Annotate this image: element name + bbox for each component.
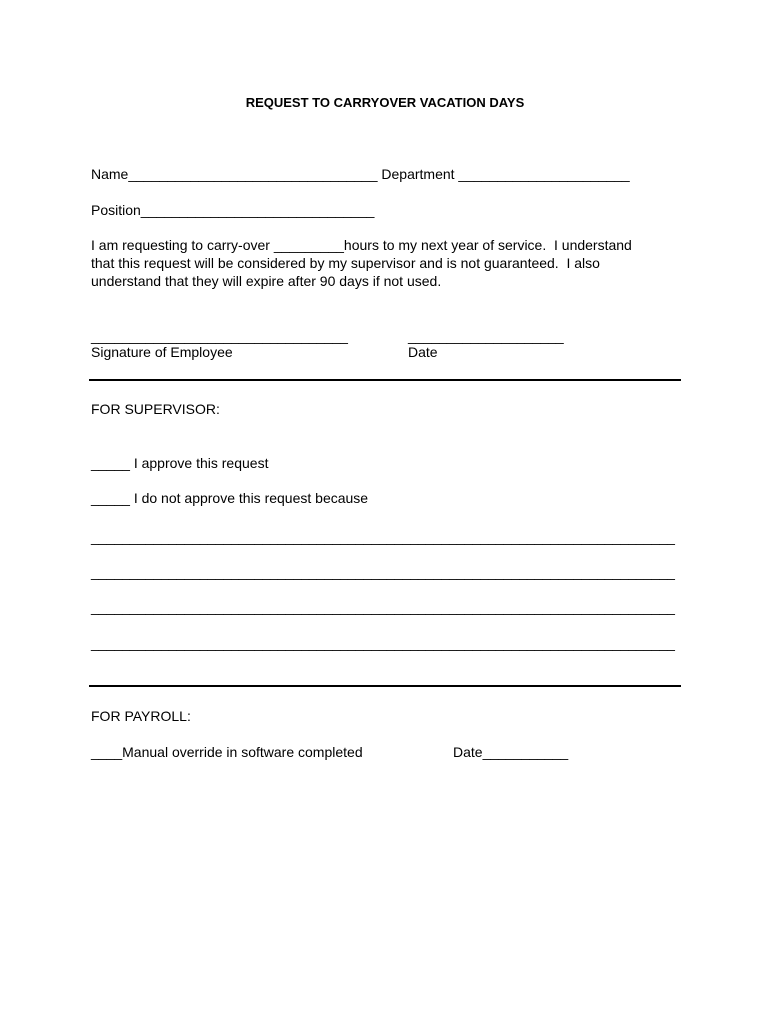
reason-line[interactable]: ___________________________________________________________________________ (91, 635, 675, 651)
signature-label: Signature of Employee (91, 344, 233, 360)
section-divider (89, 379, 681, 381)
reason-line[interactable]: ___________________________________________________________________________ (91, 529, 675, 545)
signature-date-blank[interactable]: ____________________ (408, 328, 564, 344)
form-title: REQUEST TO CARRYOVER VACATION DAYS (245, 95, 525, 110)
name-department-line[interactable]: Name________________________________ Department ______________________ (91, 166, 630, 182)
request-statement (91, 236, 691, 290)
manual-override-line[interactable]: ____Manual override in software completed (91, 744, 363, 760)
request-statement-line: I am requesting to carry-over _________hours to my next year of service. I understand (91, 237, 632, 253)
request-statement-line: understand that they will expire after 90 days if not used. (91, 273, 442, 289)
approve-option[interactable]: _____ I approve this request (91, 455, 269, 471)
date-label: Date (408, 344, 438, 360)
deny-option[interactable]: _____ I do not approve this request because (91, 490, 369, 506)
request-statement-line: that this request will be considered by my supervisor and is not guaranteed. I also (91, 255, 600, 271)
reason-line[interactable]: ___________________________________________________________________________ (91, 564, 675, 580)
signature-blank[interactable]: _________________________________ (91, 328, 348, 344)
section-divider (89, 685, 681, 687)
payroll-heading: FOR PAYROLL: (91, 708, 191, 724)
reason-line[interactable]: ___________________________________________________________________________ (91, 599, 675, 615)
supervisor-heading: FOR SUPERVISOR: (91, 401, 220, 417)
position-line[interactable]: Position______________________________ (91, 202, 375, 218)
payroll-date-line[interactable]: Date___________ (453, 744, 569, 760)
